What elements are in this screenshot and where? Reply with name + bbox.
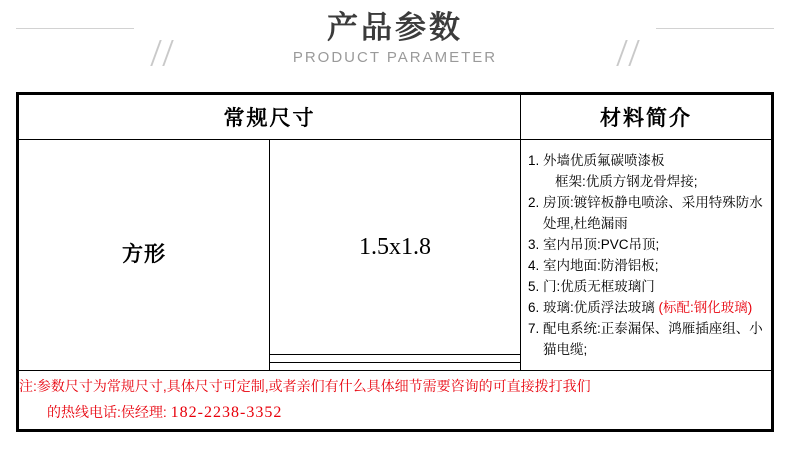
list-item bbox=[543, 297, 771, 318]
size-value-empty bbox=[270, 363, 521, 371]
note-line-1: 注:参数尺寸为常规尺寸,具体尺寸可定制,或者亲们有什么具体细节需要咨询的可直接拨打我们 bbox=[19, 378, 591, 395]
table-note-row bbox=[19, 370, 772, 429]
size-value-empty bbox=[270, 355, 521, 363]
column-header-material: 材料简介 bbox=[521, 95, 772, 140]
shape-label: 方形 bbox=[19, 140, 270, 371]
list-item: 4. 室内地面:防滑铝板; bbox=[543, 255, 771, 276]
parameter-table bbox=[18, 94, 772, 430]
decorative-slash-icon bbox=[628, 40, 639, 66]
page-title: 产品参数 bbox=[327, 10, 463, 45]
list-item: 3. 室内吊顶:PVC吊顶; bbox=[543, 234, 771, 255]
glass-note: (标配:钢化玻璃) bbox=[658, 299, 753, 315]
header-rule-left bbox=[16, 28, 134, 29]
material-sub-line: 框架:优质方钢龙骨焊接; bbox=[555, 173, 698, 189]
header-inner bbox=[135, 0, 655, 72]
material-item-text: 外墙优质氟碳喷漆板 bbox=[543, 152, 665, 168]
contact-phone: 182-2238-3352 bbox=[170, 404, 283, 422]
list-item: 7. 配电系统:正泰漏保、鸿雁插座组、小猫电缆; bbox=[543, 318, 771, 360]
header-rule-right bbox=[656, 28, 774, 29]
parameter-table-container bbox=[16, 92, 774, 432]
page-subtitle: PRODUCT PARAMETER bbox=[292, 49, 498, 66]
material-description bbox=[521, 140, 772, 371]
decorative-slash-icon bbox=[162, 40, 173, 66]
page-header bbox=[0, 0, 790, 82]
column-header-size: 常规尺寸 bbox=[19, 95, 521, 140]
list-item bbox=[543, 150, 771, 192]
list-item: 5. 门:优质无框玻璃门 bbox=[543, 276, 771, 297]
table-row bbox=[19, 140, 772, 355]
decorative-slash-icon bbox=[150, 40, 161, 66]
material-list bbox=[521, 150, 771, 360]
decorative-slash-icon bbox=[616, 40, 627, 66]
size-value: 1.5x1.8 bbox=[270, 140, 521, 355]
table-header-row bbox=[19, 95, 772, 140]
note-line-2 bbox=[19, 399, 771, 426]
note-line-2-prefix: 的热线电话:侯经理: bbox=[47, 404, 167, 421]
material-item-text: 玻璃:优质浮法玻璃 bbox=[543, 299, 655, 315]
list-item: 2. 房顶:镀锌板静电喷涂、采用特殊防水处理,杜绝漏雨 bbox=[543, 192, 771, 234]
note-cell bbox=[19, 370, 772, 429]
